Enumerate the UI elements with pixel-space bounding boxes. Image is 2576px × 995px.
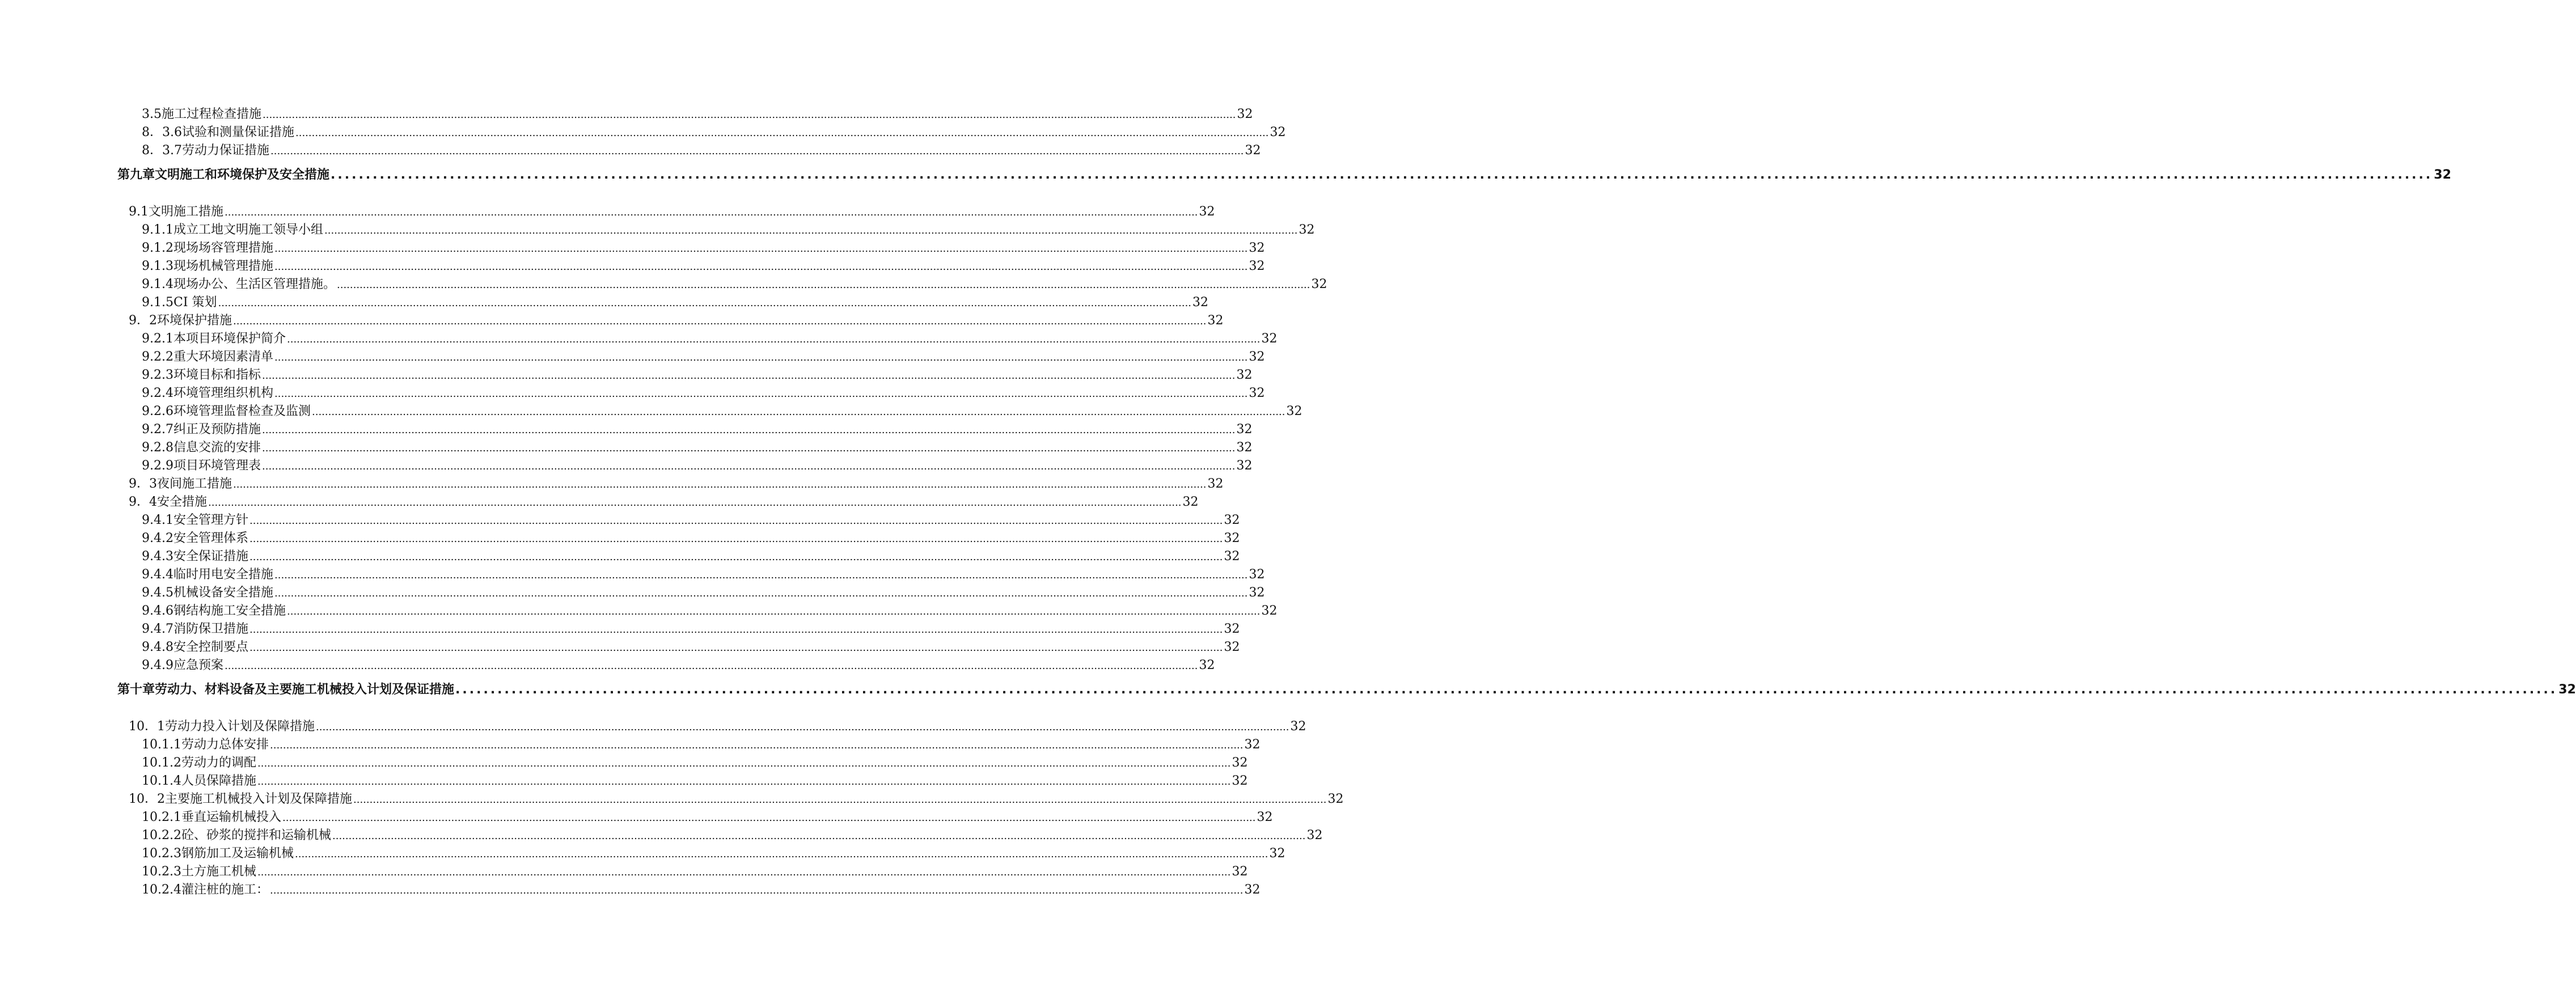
toc-page-number: 32 (1286, 404, 1302, 418)
toc-page-number: 32 (2558, 683, 2576, 697)
toc-entry-number: 9.1.4 (142, 277, 174, 291)
toc-entry[interactable] (142, 383, 1265, 401)
toc-entry-number: 9.1.1 (142, 223, 174, 237)
toc-entry-number: 9.4.2 (142, 531, 174, 545)
toc-entry-title: 现场场容管理措施 (173, 241, 273, 255)
toc-entry-title: 本项目环境保护简介 (173, 332, 286, 346)
toc-entry-title: 劳动力的调配 (181, 756, 256, 770)
toc-dot-leader: ............................................................................................................................................................................................................................................................................................................ (249, 642, 1223, 654)
toc-entry-number: 9.4.9 (142, 658, 174, 672)
toc-page-number: 32 (1290, 719, 1306, 734)
toc-dot-leader: ............................................................................................................................................................................................................................................................................................................ (257, 866, 1231, 878)
toc-entry[interactable] (142, 583, 1265, 600)
toc-entry-number: 9.4.5 (142, 586, 174, 600)
toc-dot-leader: ............................................................................................................................................................................................................................................................................................................ (353, 794, 1327, 806)
toc-page-number: 32 (1232, 865, 1248, 879)
toc-entry-number: 9.2.4 (142, 386, 174, 400)
toc-page-number: 32 (1249, 386, 1265, 400)
toc-entry[interactable] (129, 311, 1224, 328)
toc-entry-title: 试验和测量保证措施 (182, 125, 295, 139)
toc-entry-number: 10．1 (129, 719, 165, 734)
toc-entry[interactable] (142, 104, 1253, 122)
toc-entry[interactable] (129, 717, 1306, 734)
toc-page-number: 32 (1199, 658, 1215, 672)
toc-entry-number: 9.2.8 (142, 441, 174, 455)
toc-entry-number: 9.1.3 (142, 259, 174, 273)
toc-page-number: 32 (1257, 810, 1273, 824)
toc-page-number: 32 (1327, 792, 1344, 806)
toc-page-number: 32 (1224, 549, 1240, 564)
toc-dot-leader: ............................................................................................................................................................................................................................................................................................................ (257, 757, 1231, 769)
toc-entry[interactable] (142, 637, 1240, 655)
toc-page-number: 32 (1270, 125, 1286, 139)
toc-dot-leader: ............................................................................................................................................................................................................................................................................................................ (218, 297, 1192, 309)
toc-entry-number: 10.2.3 (142, 846, 181, 861)
toc-entry[interactable] (142, 293, 1209, 310)
toc-dot-leader: ............................................................................................................................................................................................................................................................................................................ (208, 497, 1182, 509)
toc-entry[interactable] (142, 565, 1265, 582)
toc-page-number: 32 (1232, 756, 1248, 770)
toc-entry[interactable] (142, 601, 1278, 619)
toc-entry-title: 环境目标和指标 (173, 368, 261, 382)
toc-entry-title: 安全措施 (157, 495, 208, 509)
toc-dot-leader: ............................................................................................................................................................................................................................................................................................................ (257, 776, 1231, 787)
toc-dot-leader: ............................................................................................................................................................................................................................................................................................................ (332, 830, 1306, 842)
toc-page-number: 32 (2434, 168, 2451, 182)
toc-entry[interactable] (142, 238, 1265, 256)
toc-entry-title: 砼、砂浆的搅拌和运输机械 (181, 828, 331, 842)
toc-dot-leader: ............................................................................................................................................................................................................................................................................................................ (249, 515, 1223, 527)
toc-entry-title: 现场办公、生活区管理措施。 (173, 277, 336, 291)
toc-dot-leader: ............................................................................................................................................................................................................................................................................................................ (225, 660, 1198, 672)
toc-entry-title: 劳动力、材料设备及主要施工机械投入计划及保证措施 (155, 683, 455, 697)
toc-entry-number: 10.1.1 (142, 738, 181, 752)
toc-dot-leader: ............................................................................................................................................................................................................................................................................................................ (316, 721, 1289, 733)
toc-dot-leader: ............................................................................................................................................................................................................................................................................................................ (274, 243, 1248, 255)
toc-entry-title: 文明施工措施 (149, 205, 224, 219)
toc-dot-leader: ............................................................................................................................................................................................................................................................................................................ (274, 569, 1248, 581)
toc-page-number: 32 (1244, 883, 1260, 897)
toc-page-number: 32 (1199, 205, 1215, 219)
toc-dot-leader: ............................................................................................................................................................................................................................................................................................................ (274, 388, 1248, 400)
toc-entry[interactable] (142, 844, 1285, 861)
toc-entry-number: 9.4.8 (142, 640, 174, 654)
toc-entry[interactable] (142, 619, 1240, 637)
toc-page-number: 32 (1224, 622, 1240, 636)
toc-entry-number: 9.4.4 (142, 568, 174, 582)
toc-entry[interactable] (142, 401, 1302, 419)
toc-dot-leader: ............................................................................................................................................................................................................................................................................................................ (249, 551, 1223, 563)
toc-dot-leader: ............................................................................................................................................................................................................................................................................................................ (287, 333, 1260, 345)
toc-entry-title: 现场机械管理措施 (173, 259, 273, 273)
toc-dot-leader: ............................................................................................................................................................................................................................................................................................................ (270, 884, 1243, 896)
toc-dot-leader: ............................................................................................................................................................................................................................................................................................................ (262, 424, 1236, 436)
toc-page-number: 32 (1269, 846, 1285, 861)
toc-entry-number: 9．4 (129, 495, 157, 509)
toc-entry-title: 劳动力投入计划及保障措施 (165, 719, 315, 734)
toc-page-number: 32 (1245, 143, 1261, 158)
toc-entry-title: 钢筋加工及运输机械 (181, 846, 294, 861)
toc-dot-leader: ............................................................................................................................................................................................................................................................................................................ (331, 168, 2433, 182)
toc-dot-leader: ............................................................................................................................................................................................................................................................................................................ (282, 812, 1256, 824)
toc-entry[interactable] (142, 438, 1253, 455)
toc-entry-title: 项目环境管理表 (173, 459, 261, 473)
toc-entry[interactable] (142, 274, 1327, 292)
toc-entry-title: 应急预案 (173, 658, 223, 672)
toc-dot-leader: ............................................................................................................................................................................................................................................................................................................ (233, 315, 1207, 327)
toc-entry[interactable] (142, 220, 1315, 238)
toc-entry[interactable] (142, 329, 1278, 346)
toc-entry-title: 劳动力保证措施 (182, 143, 270, 158)
toc-entry[interactable] (142, 753, 1248, 770)
toc-entry[interactable] (142, 365, 1253, 383)
toc-page-number: 32 (1249, 241, 1265, 255)
toc-page-number: 32 (1192, 295, 1209, 310)
toc-page-number: 32 (1311, 277, 1327, 291)
toc-dot-leader: ............................................................................................................................................................................................................................................................................................................ (287, 606, 1260, 617)
toc-entry[interactable] (142, 655, 1215, 673)
toc-entry-number: 8．3.6 (142, 125, 182, 139)
toc-entry-number: 9.2.9 (142, 459, 174, 473)
toc-entry-title: 机械设备安全措施 (173, 586, 273, 600)
toc-dot-leader: ............................................................................................................................................................................................................................................................................................................ (312, 406, 1285, 418)
toc-entry-number: 9.2.2 (142, 350, 174, 364)
toc-entry-number: 第十章 (117, 683, 155, 697)
toc-entry-number: 9.2.7 (142, 422, 174, 437)
toc-entry-title: 主要施工机械投入计划及保障措施 (165, 792, 353, 806)
toc-entry-number: 9.4.6 (142, 604, 174, 618)
toc-dot-leader: ............................................................................................................................................................................................................................................................................................................ (295, 127, 1269, 139)
toc-entry-title: 临时用电安全措施 (173, 568, 273, 582)
toc-page-number: 32 (1236, 368, 1253, 382)
toc-entry-number: 10.1.4 (142, 774, 181, 788)
toc-entry-title: 文明施工和环境保护及安全措施 (155, 168, 330, 182)
toc-entry-number: 10.2.1 (142, 810, 181, 824)
toc-entry[interactable] (142, 880, 1260, 897)
toc-entry-title: 垂直运输机械投入 (181, 810, 281, 824)
toc-dot-leader: ............................................................................................................................................................................................................................................................................................................ (262, 370, 1236, 382)
toc-entry-title: 环境管理组织机构 (173, 386, 273, 400)
toc-entry-title: 成立工地文明施工领导小组 (173, 223, 323, 237)
toc-dot-leader: ............................................................................................................................................................................................................................................................................................................ (455, 683, 2558, 697)
toc-entry[interactable] (142, 807, 1273, 825)
toc-chapter-entry[interactable] (117, 165, 2451, 183)
toc-entry[interactable] (142, 547, 1240, 564)
toc-entry-title: CI 策划 (173, 295, 217, 310)
toc-entry[interactable] (142, 735, 1260, 752)
toc-page-number: 32 (1237, 107, 1253, 121)
toc-entry-title: 环境保护措施 (157, 314, 232, 328)
toc-page-number: 32 (1224, 513, 1240, 527)
toc-dot-leader: ............................................................................................................................................................................................................................................................................................................ (274, 352, 1248, 363)
toc-entry[interactable] (142, 141, 1261, 158)
toc-entry-title: 土方施工机械 (181, 865, 256, 879)
toc-dot-leader: ............................................................................................................................................................................................................................................................................................................ (249, 533, 1223, 545)
toc-entry-title: 劳动力总体安排 (181, 738, 269, 752)
toc-page-number: 32 (1261, 332, 1278, 346)
toc-entry-title: 安全管理体系 (173, 531, 248, 545)
toc-entry-title: 环境管理监督检查及监测 (173, 404, 311, 418)
toc-page-number: 32 (1298, 223, 1315, 237)
toc-entry-title: 安全保证措施 (173, 549, 248, 564)
toc-entry-number: 9.4.1 (142, 513, 174, 527)
toc-dot-leader: ............................................................................................................................................................................................................................................................................................................ (262, 460, 1236, 472)
toc-page-number: 32 (1236, 441, 1253, 455)
toc-page-number: 32 (1224, 640, 1240, 654)
toc-entry-number: 10.1.2 (142, 756, 181, 770)
toc-entry-number: 9.2.1 (142, 332, 174, 346)
toc-dot-leader: ............................................................................................................................................................................................................................................................................................................ (324, 225, 1298, 236)
toc-entry[interactable] (142, 347, 1265, 365)
toc-entry-title: 纠正及预防措施 (173, 422, 261, 437)
toc-dot-leader: ............................................................................................................................................................................................................................................................................................................ (249, 624, 1223, 636)
toc-entry[interactable] (142, 510, 1240, 528)
toc-page-number: 32 (1182, 495, 1199, 509)
toc-dot-leader: ............................................................................................................................................................................................................................................................................................................ (270, 145, 1244, 157)
toc-entry-number: 9.2.3 (142, 368, 174, 382)
toc-entry-number: 10.2.4 (142, 883, 181, 897)
toc-entry-title: 钢结构施工安全措施 (173, 604, 286, 618)
toc-entry-title: 人员保障措施 (181, 774, 256, 788)
toc-entry-number: 9.1.5 (142, 295, 174, 310)
toc-dot-leader: ............................................................................................................................................................................................................................................................................................................ (270, 739, 1243, 751)
toc-dot-leader: ............................................................................................................................................................................................................................................................................................................ (233, 479, 1207, 490)
toc-dot-leader: ............................................................................................................................................................................................................................................................................................................ (262, 442, 1236, 454)
toc-entry-number: 10.2.3 (142, 865, 181, 879)
toc-page-number: 32 (1232, 774, 1248, 788)
toc-dot-leader: ............................................................................................................................................................................................................................................................................................................ (274, 587, 1248, 599)
toc-entry-number: 9.4.3 (142, 549, 174, 564)
toc-entry-title: 安全管理方针 (173, 513, 248, 527)
toc-entry[interactable] (142, 122, 1286, 140)
toc-entry-number: 9.2.6 (142, 404, 174, 418)
toc-page-number: 32 (1249, 568, 1265, 582)
toc-entry-title: 信息交流的安排 (173, 441, 261, 455)
toc-page-number: 32 (1236, 422, 1253, 437)
toc-entry[interactable] (142, 256, 1265, 274)
toc-entry[interactable] (142, 862, 1248, 879)
toc-dot-leader: ............................................................................................................................................................................................................................................................................................................ (225, 206, 1198, 218)
toc-dot-leader: ............................................................................................................................................................................................................................................................................................................ (295, 848, 1268, 860)
toc-page-number: 32 (1224, 531, 1240, 545)
toc-entry-number: 9.1 (129, 205, 149, 219)
toc-entry[interactable] (142, 456, 1253, 473)
toc-chapter-entry[interactable] (117, 680, 2576, 697)
toc-page-number: 32 (1249, 586, 1265, 600)
toc-page-number: 32 (1249, 350, 1265, 364)
toc-entry-number: 第九章 (117, 168, 155, 182)
toc-entry-title: 消防保卫措施 (173, 622, 248, 636)
toc-dot-leader: ............................................................................................................................................................................................................................................................................................................ (337, 279, 1310, 291)
toc-entry[interactable] (142, 528, 1240, 546)
toc-entry[interactable] (129, 202, 1215, 219)
toc-page-number: 32 (1236, 459, 1253, 473)
toc-page-number: 32 (1207, 314, 1224, 328)
toc-entry[interactable] (142, 825, 1323, 843)
toc-page-number: 32 (1244, 738, 1260, 752)
toc-entry-number: 8．3.7 (142, 143, 182, 158)
toc-page-number: 32 (1249, 259, 1265, 273)
toc-entry-number: 9．3 (129, 477, 157, 491)
toc-entry[interactable] (142, 771, 1248, 789)
toc-entry-title: 夜间施工措施 (157, 477, 232, 491)
toc-entry[interactable] (129, 474, 1224, 492)
toc-entry-number: 10．2 (129, 792, 165, 806)
toc-page-number: 32 (1207, 477, 1224, 491)
toc-page-number: 32 (1261, 604, 1278, 618)
toc-dot-leader: ............................................................................................................................................................................................................................................................................................................ (263, 109, 1236, 121)
toc-entry[interactable] (129, 492, 1199, 510)
toc-entry-number: 9.4.7 (142, 622, 174, 636)
toc-entry-number: 9.1.2 (142, 241, 174, 255)
toc-entry-number: 10.2.2 (142, 828, 181, 842)
toc-dot-leader: ............................................................................................................................................................................................................................................................................................................ (274, 261, 1248, 273)
toc-entry-number: 9．2 (129, 314, 157, 328)
toc-entry-title: 施工过程检查措施 (162, 107, 262, 121)
toc-entry[interactable] (129, 789, 1344, 807)
toc-entry-number: 3.5 (142, 107, 162, 121)
toc-entry-title: 安全控制要点 (173, 640, 248, 654)
toc-entry-title: 灌注桩的施工： (181, 883, 269, 897)
toc-entry[interactable] (142, 420, 1253, 437)
toc-entry-title: 重大环境因素清单 (173, 350, 273, 364)
toc-page-number: 32 (1306, 828, 1323, 842)
